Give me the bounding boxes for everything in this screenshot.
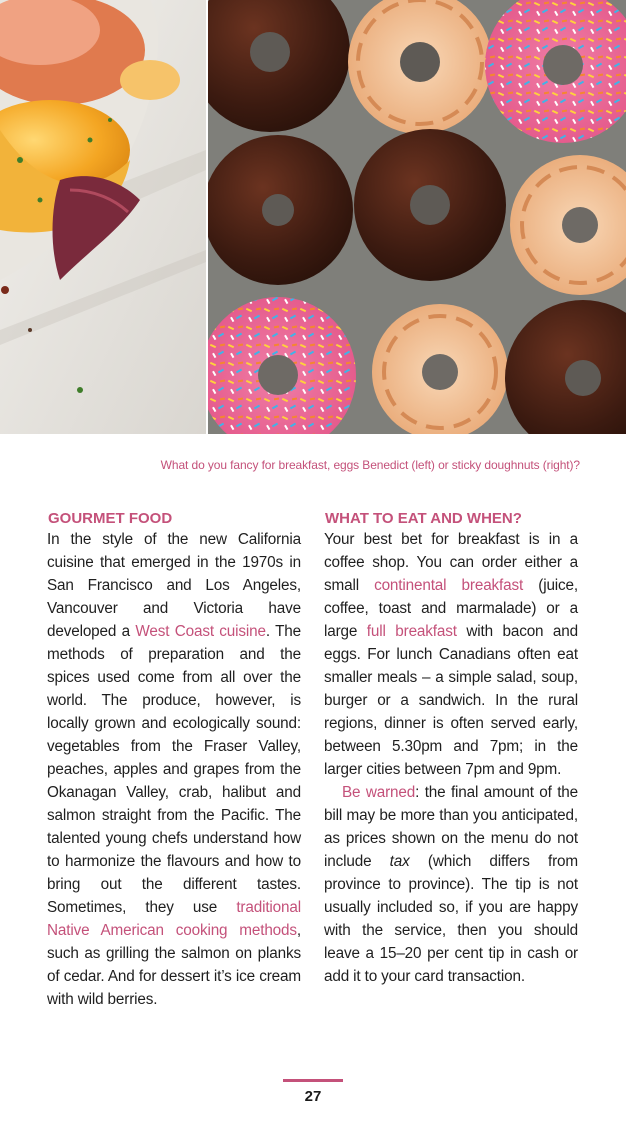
body-text: . The methods of preparation and the spices used come from all over the world. The produce, however, is locally grown and ecologically sound: vegetables from the Fraser Valley, peaches, apples and grapes from the Okanagan Valley, crab, halibut and salmon straight from the Pacific. The talented young chefs understand how to harmonize the flavours and how to bring out the different tastes. Sometimes, they use <box>47 623 301 916</box>
body-text: In the style of the new California cuisine that emerged in the 1970s in San Francisco and Los Angeles, Vancouver and Victoria have developed a <box>47 531 301 640</box>
tax-term: tax <box>389 853 410 870</box>
doughnuts-photo <box>208 0 626 434</box>
photo-strip <box>0 0 626 434</box>
photo-caption: What do you fancy for breakfast, eggs Benedict (left) or sticky doughnuts (right)? <box>160 458 580 472</box>
body-text: , such as grilling the salmon on planks of cedar. And for dessert it’s ice cream with wild berries. <box>47 922 301 1008</box>
gourmet-food-heading: GOURMET FOOD <box>48 510 173 527</box>
body-text: Your best bet for breakfast is in a coffee shop. You can order either a small <box>324 531 578 594</box>
gourmet-food-paragraph <box>47 528 301 1011</box>
gourmet-food-section <box>47 510 301 1011</box>
breakfast-paragraph <box>324 528 578 781</box>
what-to-eat-heading: WHAT TO EAT AND WHEN? <box>325 510 522 527</box>
body-text: : the final amount of the bill may be more than you anticipated, as prices shown on the menu do not include <box>324 784 579 870</box>
continental-breakfast-term: continental breakfast <box>374 577 524 594</box>
body-text: (which differs from province to province). The tip is not usually included so, if you are happy with the service, then you should leave a 15–20 per cent tip in cash or add it to your card transaction. <box>324 853 578 985</box>
tips-paragraph <box>324 781 578 988</box>
full-breakfast-term: full breakfast <box>366 623 457 640</box>
be-warned-term: Be warned <box>342 784 416 801</box>
page-number-rule <box>283 1079 343 1082</box>
west-coast-cuisine-term: West Coast cuisine <box>135 623 266 640</box>
body-text: with bacon and eggs. For lunch Canadians often eat smaller meals – a simple salad, soup, burger or a sandwich. In the rural regions, dinner is often served early, between 5.30pm and 7pm; in the larger cities between 7pm and 9pm. <box>324 623 579 778</box>
native-cooking-methods-term: traditional Native American cooking methods <box>47 899 301 939</box>
page-number: 27 <box>304 1088 322 1105</box>
body-text: (juice, coffee, toast and marmalade) or a large <box>324 577 579 640</box>
what-to-eat-section <box>324 510 578 988</box>
eggs-benedict-photo <box>0 0 206 434</box>
